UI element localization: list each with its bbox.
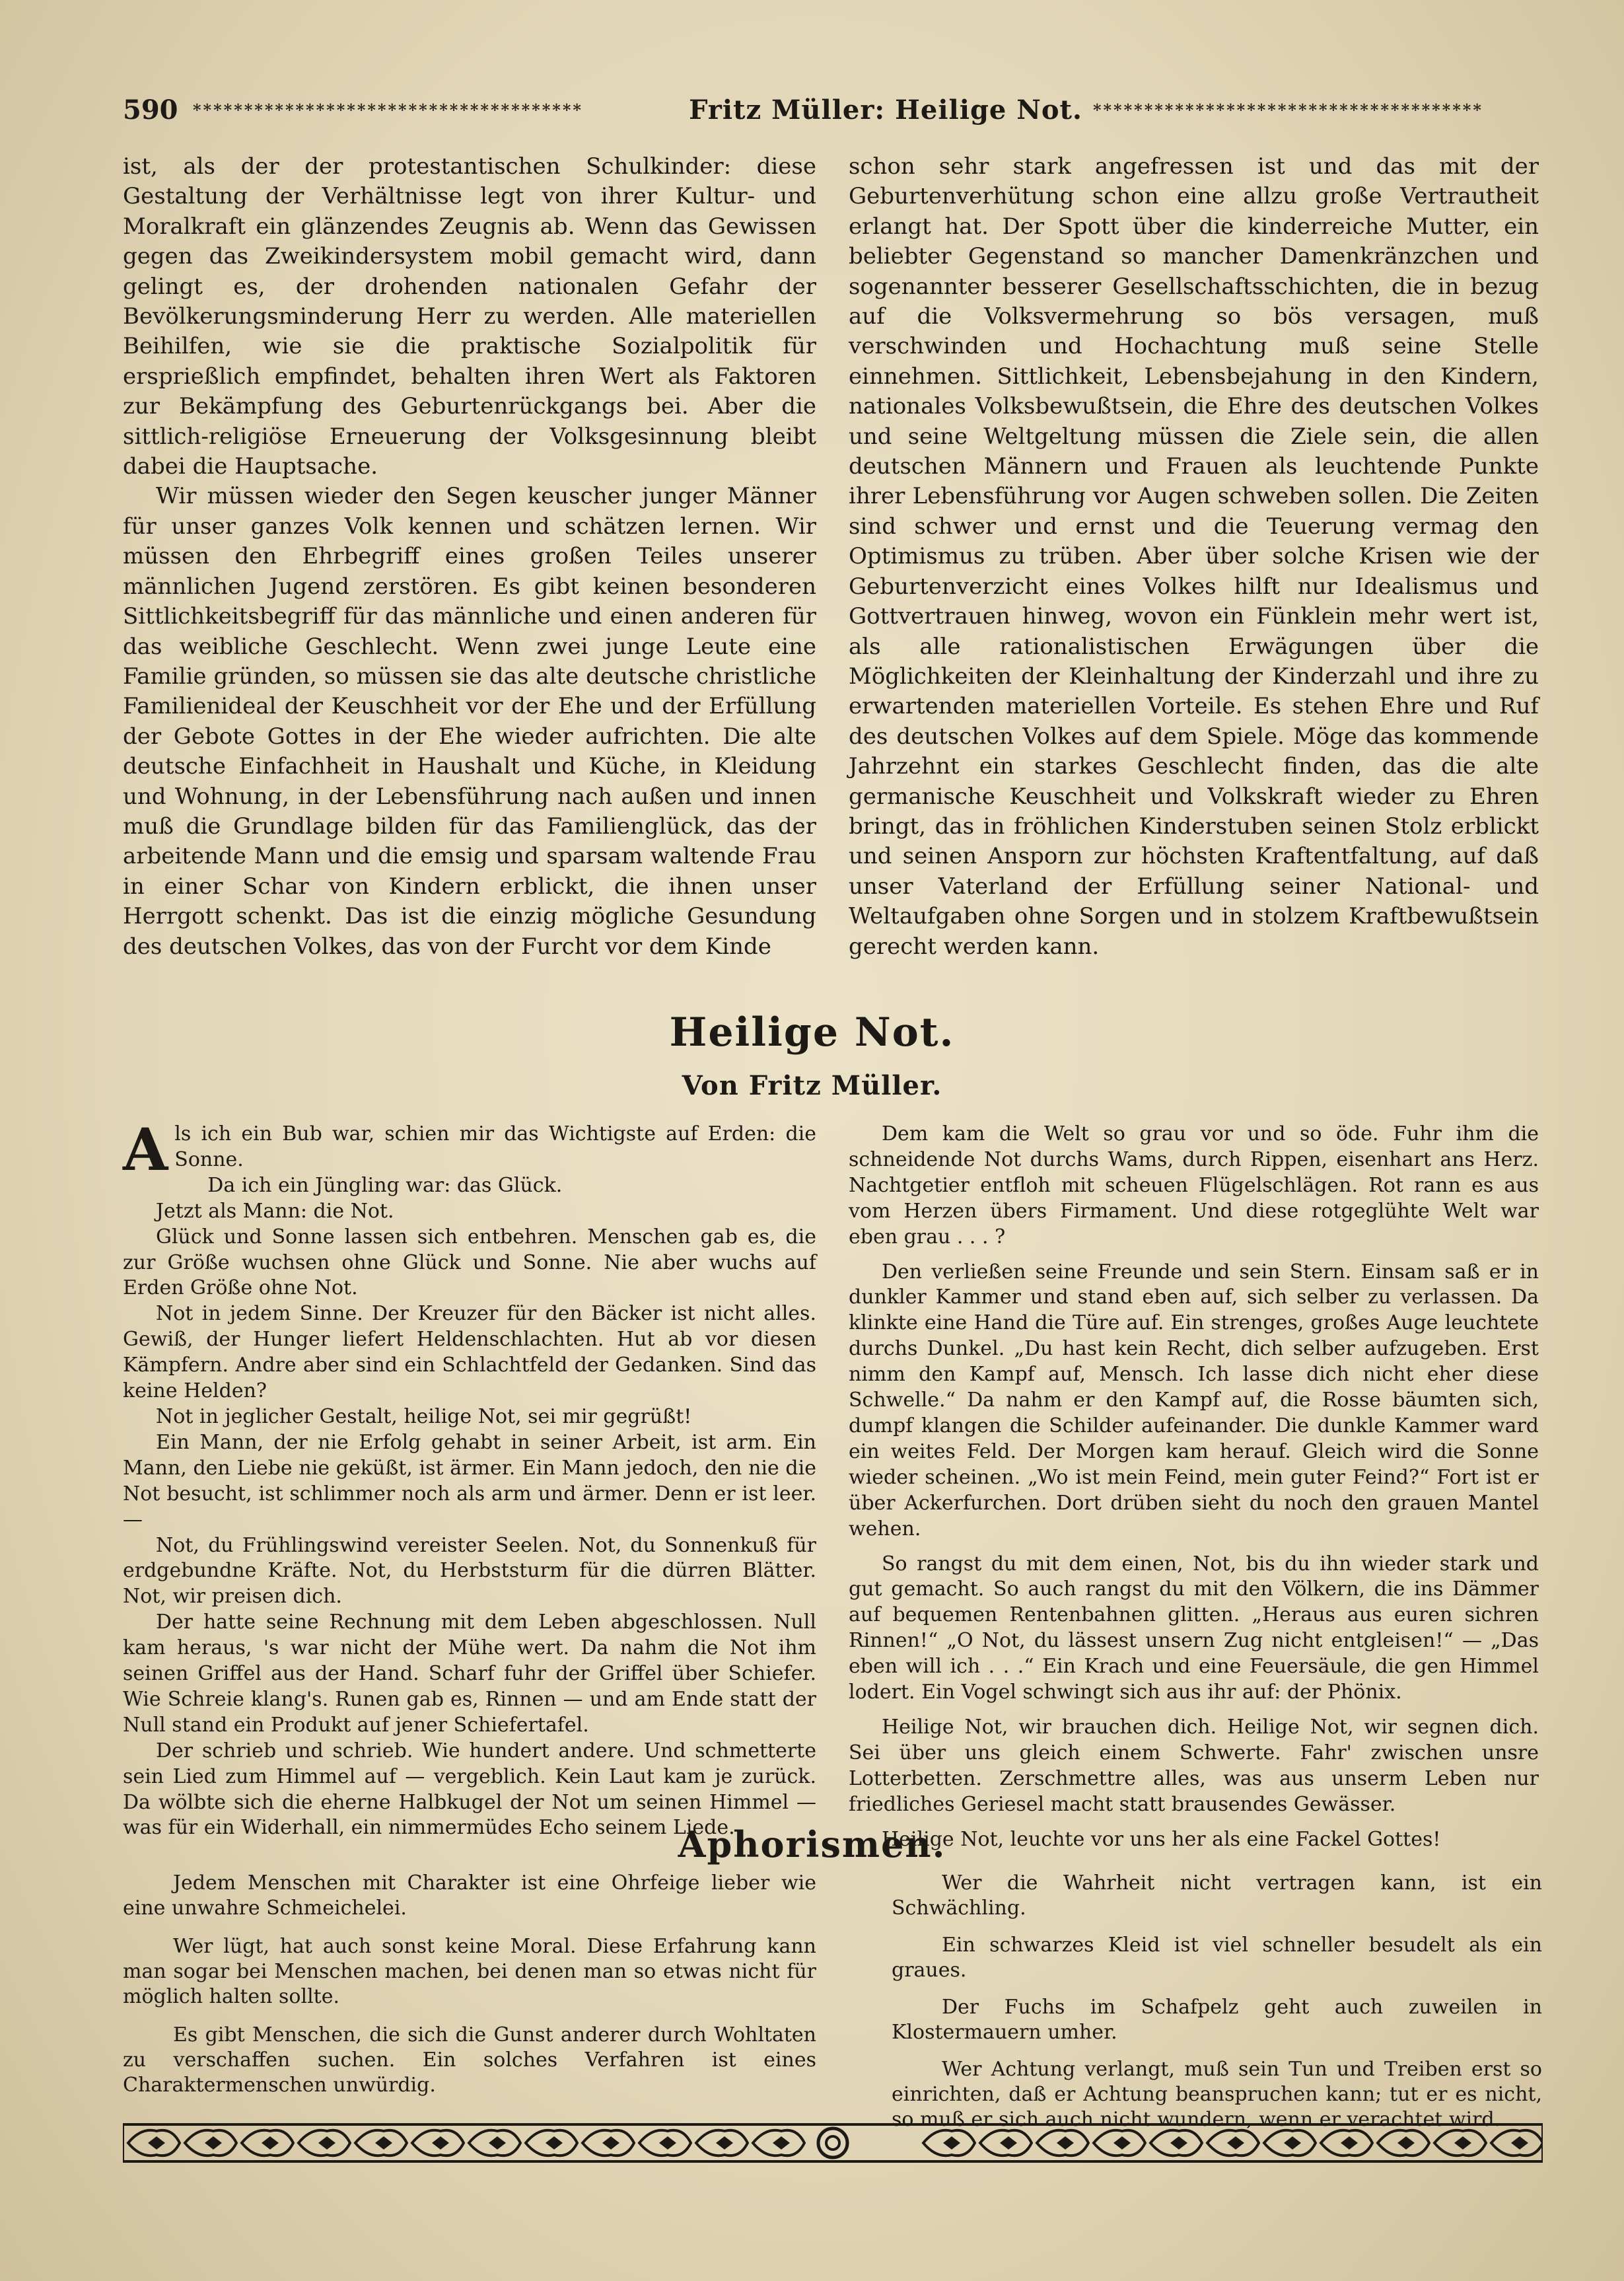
header-star-rule-right: ************************************** <box>1092 100 1483 120</box>
ornament-diamond-icon <box>262 2136 279 2150</box>
aphorism: Es gibt Menschen, die sich die Gunst anderer durch Wohltaten zu verschaffen suchen. Ein solches Verfahren ist eines Charaktermenschen unwürdig. <box>123 2023 816 2097</box>
paragraph: Jetzt als Mann: die Not. <box>156 1199 394 1223</box>
ornament-diamond-icon <box>1284 2136 1301 2150</box>
top-article-left-column <box>123 152 816 962</box>
paragraph: ist, als der der protestantischen Schulkinder: diese Gestaltung der Verhältnisse legt von ihrer Kultur- und Moralkraft ein glänzendes Zeugnis ab. Wenn das Gewissen gegen das Zweikindersystem mobil gemacht wird, dann gelingt es, der drohenden nationalen Gefahr der Bevölkerungsminderung Herr zu werden. Alle materiellen Beihilfen, wie sie die praktische Sozialpolitik für ersprießlich empfindet, behalten ihren Wert als Faktoren zur Bekämpfung des Geburtenrückgangs bei. Aber die sittlich-religiöse Erneuerung der Volksgesinnung bleibt dabei die Hauptsache. <box>123 153 816 480</box>
paragraph: Da ich ein Jüngling war: das Glück. <box>207 1173 563 1197</box>
ornament-diamond-icon <box>489 2136 506 2150</box>
paragraph-gap <box>849 1542 1539 1552</box>
ornament-diamond-icon <box>1511 2136 1528 2150</box>
ornament-diamond-icon <box>546 2136 563 2150</box>
heilige-not-right-column <box>849 1122 1539 1852</box>
ornament-diamond-icon <box>432 2136 449 2150</box>
running-header <box>123 91 1589 128</box>
paragraph: Heilige Not, leuchte vor uns her als eine Fackel Gottes! <box>882 1827 1441 1851</box>
ornament-diamond-icon <box>1397 2136 1415 2150</box>
aphorism: Wer lügt, hat auch sonst keine Moral. Diese Erfahrung kann man sogar bei Menschen machen, bei denen man so etwas nicht für möglich halten sollte. <box>123 1935 816 2008</box>
paragraph: So rangst du mit dem einen, Not, bis du ihn wieder stark und gut gemacht. So auch rangst du mit den Völkern, die ins Dämmer auf bequemen Rentenbahnen glitten. „Heraus aus euren sichren Rinnen!“ „O Not, du lässest unsern Zug nicht entgleisen!“ — „Das eben will ich . . .“ Ein Krach und eine Feuersäule, die gen Himmel lodert. Ein Vogel schwingt sich aus ihr auf: der Phönix. <box>849 1552 1539 1704</box>
ornament-rosette-icon <box>818 2128 847 2157</box>
aphorism: Der Fuchs im Schafpelz geht auch zuweilen in Klostermauern umher. <box>892 1996 1542 2044</box>
ornament-diamond-icon <box>1454 2136 1471 2150</box>
aphorisms-left-column <box>123 1871 816 2111</box>
ornament-diamond-icon <box>716 2136 733 2150</box>
ornament-diamond-icon <box>1170 2136 1187 2150</box>
paragraph: Not in jeglicher Gestalt, heilige Not, sei mir gegrüßt! <box>156 1404 692 1428</box>
ornament-diamond-icon <box>1341 2136 1358 2150</box>
aphorisms-right-column <box>892 1871 1542 2144</box>
heilige-not-left-column <box>123 1115 816 1841</box>
ornament-diamond-icon <box>659 2136 676 2150</box>
ornament-diamond-icon <box>1000 2136 1017 2150</box>
aphorism: Ein schwarzes Kleid ist viel schneller besudelt als ein graues. <box>892 1934 1542 1982</box>
ornament-diamond-icon <box>1113 2136 1131 2150</box>
ornament-diamond-icon <box>773 2136 790 2150</box>
ornament-diamond-icon <box>205 2136 222 2150</box>
paragraph: Not, du Frühlingswind vereister Seelen. Not, du Sonnenkuß für erdgebundne Kräfte. Not, du Herbststurm für die dürren Blätter. Not, wir preisen dich. <box>123 1533 816 1609</box>
article-title: Heilige Not. <box>669 1009 955 1056</box>
paragraph: Der schrieb und schrieb. Wie hundert andere. Und schmetterte sein Lied zum Himmel auf — vergeblich. Kein Laut kam je zurück. Da wölbte sich die eherne Halbkugel der Not um seinen Himmel — was für ein Widerhall, ein nimmermüdes Echo seinem Liede. <box>123 1739 816 1840</box>
page-number: 590 <box>123 94 178 126</box>
article-byline: Von Fritz Müller. <box>682 1070 942 1101</box>
aphorism: Jedem Menschen mit Charakter ist eine Ohrfeige lieber wie eine unwahre Schmeichelei. <box>123 1871 816 1920</box>
paragraph: Wir müssen wieder den Segen keuscher junger Männer für unser ganzes Volk kennen und schätzen lernen. Wir müssen den Ehrbegriff eines großen Teiles unserer männlichen Jugend zerstören. Es gibt keinen besonderen Sittlichkeitsbegriff für das männliche und einen anderen für das weibliche Geschlecht. Wenn zwei junge Leute eine Familie gründen, so müssen sie das alte deutsche christliche Familienideal der Keuschheit vor der Ehe und der Erfüllung der Gebote Gottes in der Ehe wieder aufrichten. Die alte deutsche Einfachheit in Haushalt und Küche, in Kleidung und Wohnung, in der Lebensführung nach außen und innen muß die Grundlage bilden für das Familienglück, das der arbeitende Mann und die emsig und sparsam waltende Frau in einer Schar von Kindern erblickt, die ihnen unser Herrgott schenkt. Das ist die einzig mögliche Gesundung des deutschen Volkes, das von der Furcht vor dem Kinde <box>123 483 816 960</box>
paragraph: Glück und Sonne lassen sich entbehren. Menschen gab es, die zur Größe wuchsen ohne Glück und Sonne. Nie aber wuchs auf Erden Größe ohne Not. <box>123 1225 816 1300</box>
paragraph: Dem kam die Welt so grau vor und so öde. Fuhr ihm die schneidende Not durchs Wams, durch Rippen, eisenhart ans Herz. Nachtgetier entfloh mit scheuen Flügelschlägen. Rot rann es aus vom Herzen übers Firmament. Und diese rotgeglühte Welt war eben grau . . . ? <box>849 1122 1539 1249</box>
paragraph: Not in jedem Sinne. Der Kreuzer für den Bäcker ist nicht alles. Gewiß, der Hunger liefert Heldenschlachten. Hut ab vor diesen Kämpfern. Andre aber sind ein Schlachtfeld der Gedanken. Sind das keine Helden? <box>123 1302 816 1403</box>
ornament-diamond-icon <box>375 2136 392 2150</box>
paragraph-gap <box>849 1250 1539 1260</box>
paragraph-text: ls ich ein Bub war, schien mir das Wichtigste auf Erden: die Sonne. <box>174 1122 816 1171</box>
ornament-diamond-icon <box>148 2136 165 2150</box>
ornament-diamond-icon <box>602 2136 619 2150</box>
paragraph: schon sehr stark angefressen ist und das mit der Geburtenverhütung schon eine allzu große Vertrautheit erlangt hat. Der Spott über die kinderreiche Mutter, ein beliebter Gegenstand so mancher Damenkränzchen und sogenannter besserer Gesellschaftsschichten, die in bezug auf die Volksvermehrung so bös versagen, muß verschwinden und Hochachtung muß seine Stelle einnehmen. Sittlichkeit, Lebensbejahung in den Kindern, nationales Volksbewußtsein, die Ehre des deutschen Volkes und seine Weltgeltung müssen die Ziele sein, die allen deutschen Männern und Frauen als leuchtende Punkte ihrer Lebensführung vor Augen schweben sollen. Die Zeiten sind schwer und ernst und die Teuerung vermag den Optimismus zu trüben. Aber über solche Krisen wie der Geburtenverzicht eines Volkes hilft nur Idealismus und Gottvertrauen hinweg, wovon ein Fünklein mehr wert ist, als alle rationalistischen Erwägungen über die Möglichkeiten der Kleinhaltung der Kinderzahl und ihre zu erwartenden materiellen Vorteile. Es stehen Ehre und Ruf des deutschen Volkes auf dem Spiele. Möge das kommende Jahrzehnt ein starkes Geschlecht finden, das die alte germanische Keuschheit und Volkskraft wieder zu Ehren bringt, das in fröhlichen Kinderstuben seinen Stolz erblickt und seinen Ansporn zur höchsten Kraftentfaltung, auf daß unser Vaterland der Erfüllung seiner National- und Weltaufgaben ohne Sorgen und in stolzem Kraftbewußtsein gerecht werden kann. <box>849 153 1539 960</box>
header-star-rule-left: ************************************** <box>193 100 583 120</box>
top-article-right-column <box>849 152 1539 962</box>
paragraph: Heilige Not, wir brauchen dich. Heilige Not, wir segnen dich. Sei über uns gleich einem Schwerte. Fahr' zwischen unsre Lotterbetten. Zerschmettre alles, was aus unserm Leben nur friedliches Geriesel macht statt brausendes Gewässer. <box>849 1715 1539 1816</box>
paragraph <box>123 1115 816 1184</box>
ornament-diamond-icon <box>943 2136 960 2150</box>
paragraph: Ein Mann, der nie Erfolg gehabt in seiner Arbeit, ist arm. Ein Mann, den Liebe nie geküßt, ist ärmer. Ein Mann jedoch, den nie die Not besucht, ist schlimmer noch als arm und ärmer. Denn er ist leer. — <box>123 1430 816 1531</box>
paragraph: Der hatte seine Rechnung mit dem Leben abgeschlossen. Null kam heraus, 's war nicht der Mühe wert. Da nahm die Not ihm seinen Griffel aus der Hand. Scharf fuhr der Griffel über Schiefer. Wie Schreie klang's. Runen gab es, Rinnen — und am Ende statt der Null stand ein Produkt auf jener Schiefertafel. <box>123 1611 816 1737</box>
paragraph: Den verließen seine Freunde und sein Stern. Einsam saß er in dunkler Kammer und stand eben auf, sich selber zu verlassen. Da klinkte eine Hand die Türe auf. Ein strenges, großes Auge leuchtete durchs Dunkel. „Du hast kein Recht, dich selber aufzugeben. Erst nimm den Kampf auf, Mensch. Ich lasse dich nicht eher diese Schwelle.“ Da nahm er den Kampf auf, die Rosse bäumten sich, dumpf klangen die Schilder aufeinander. Die dunkle Kammer ward ein weites Feld. Der Morgen kam herauf. Gleich wird die Sonne wieder scheinen. „Wo ist mein Feind, mein guter Feind?“ Fort ist er über Ackerfurchen. Dort drüben sieht du noch den grauen Mantel wehen. <box>849 1260 1539 1540</box>
paragraph-gap <box>849 1706 1539 1715</box>
drop-cap: A <box>123 1115 168 1184</box>
ornament-diamond-icon <box>1057 2136 1074 2150</box>
ornament-diamond-icon <box>318 2136 335 2150</box>
section-title: Aphorismen. <box>678 1823 946 1865</box>
running-title: Fritz Müller: Heilige Not. <box>689 94 1082 126</box>
aphorism: Wer Achtung verlangt, muß sein Tun und Treiben erst so einrichten, daß er Achtung beanspruchen kann; tut er es nicht, so muß er sich auch nicht wundern, wenn er verachtet wird. <box>892 2058 1542 2131</box>
aphorism: Wer die Wahrheit nicht vertragen kann, ist ein Schwächling. <box>892 1871 1542 1920</box>
ornament-border <box>123 2122 1543 2164</box>
ornament-diamond-icon <box>1227 2136 1244 2150</box>
